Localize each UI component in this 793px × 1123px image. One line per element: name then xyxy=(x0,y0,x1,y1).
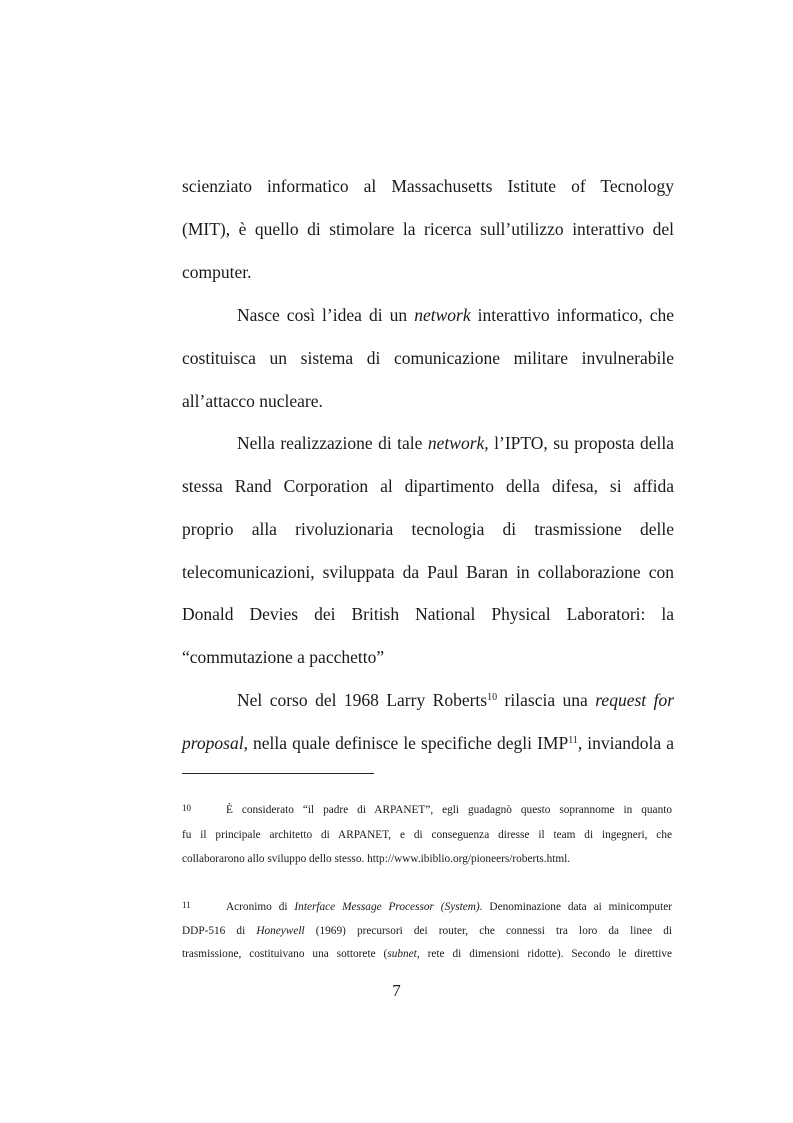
emphasis-request: request for xyxy=(595,690,675,710)
body-line: stessa Rand Corporation al dipartimento della difesa, si affida xyxy=(182,476,674,496)
body-line: proposal, nella quale definisce le specifiche degli IMP$^{11}$, inviandola a xyxy=(182,733,674,753)
body-line: Nel corso del 1968 Larry Roberts$^{10}$ rilascia una request for xyxy=(237,690,675,710)
footnote-line: È considerato “il padre di ARPANET”, egli guadagnò questo soprannome in quanto xyxy=(226,804,672,816)
body-line: Nella realizzazione di tale network, l’IPTO, su proposta della xyxy=(237,433,674,453)
footnote-marker-11: 11 xyxy=(182,900,191,910)
body-line: scienziato informatico al Massachusetts Istitute of Tecnology xyxy=(182,176,674,196)
footnote-line: DDP-516 di Honeywell (1969) precursori dei router, che connessi tra loro da linee di xyxy=(182,925,672,937)
body-line: telecomunicazioni, sviluppata da Paul Baran in collaborazione con xyxy=(182,562,674,582)
body-line: all’attacco nucleare. xyxy=(182,391,323,411)
footnote-line: Acronimo di Interface Message Processor (System). Denominazione data ai minicomputer xyxy=(226,901,672,913)
body-line: costituisca un sistema di comunicazione militare invulnerabile xyxy=(182,348,674,368)
emphasis-network: network, xyxy=(427,433,489,453)
body-line: (MIT), è quello di stimolare la ricerca sull’utilizzo interattivo del xyxy=(182,219,674,239)
body-line: proprio alla rivoluzionaria tecnologia di trasmissione delle xyxy=(182,519,674,539)
emphasis-proposal: proposal xyxy=(182,733,244,753)
body-line: “commutazione a pacchetto” xyxy=(182,647,385,667)
page-number: 7 xyxy=(392,981,401,1000)
footnote-ref-11: 11 xyxy=(568,735,578,746)
footnote-line: trasmissione, costituivano una sottorete (subnet, rete di dimensioni ridotte). Secondo le direttive xyxy=(182,948,672,960)
footnote-line: fu il principale architetto di ARPANET, e di conseguenza diresse il team di ingegneri, che xyxy=(182,829,672,841)
footnote-separator xyxy=(182,773,374,774)
body-line: Nasce così l’idea di un network interattivo informatico, che xyxy=(237,305,674,325)
footnote-ref-10: 10 xyxy=(487,692,498,703)
footnote-marker-10: 10 xyxy=(182,803,191,813)
body-line: computer. xyxy=(182,262,252,282)
emphasis-network: network xyxy=(414,305,471,325)
body-line: Donald Devies dei British National Physical Laboratori: la xyxy=(182,604,674,624)
footnote-line: collaborarono allo sviluppo dello stesso. http://www.ibiblio.org/pioneers/roberts.html. xyxy=(182,853,571,865)
